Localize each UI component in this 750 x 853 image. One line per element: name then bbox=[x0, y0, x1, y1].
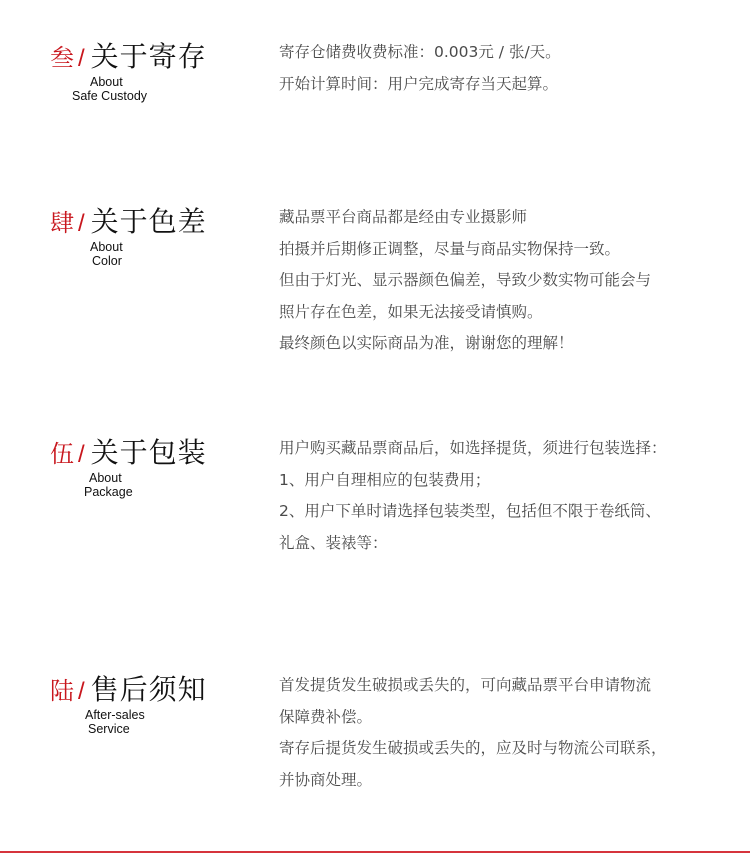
subtitle-line: After-sales bbox=[85, 708, 145, 722]
section-title: 关于寄存 bbox=[90, 40, 207, 73]
heading-slash: / bbox=[78, 678, 85, 705]
section-title: 关于色差 bbox=[90, 205, 207, 238]
section-heading bbox=[50, 670, 207, 710]
section-number: 伍 bbox=[50, 440, 74, 468]
body-line: 但由于灯光、显示器颜色偏差，导致少数实物可能会与 bbox=[279, 271, 652, 289]
subtitle-line: About bbox=[90, 75, 123, 89]
subtitle-line: Package bbox=[84, 485, 133, 499]
subtitle-line: About bbox=[90, 240, 123, 254]
section-number: 叁 bbox=[50, 44, 74, 72]
section-subtitle bbox=[72, 75, 147, 103]
section-body bbox=[279, 202, 719, 360]
section-body bbox=[279, 433, 719, 559]
section-heading bbox=[50, 433, 207, 473]
body-line: 最终颜色以实际商品为准，谢谢您的理解！ bbox=[279, 334, 574, 352]
body-line: 寄存仓储费收费标准：0.003元 / 张/天。 bbox=[279, 43, 561, 61]
subtitle-line: Safe Custody bbox=[72, 89, 148, 103]
body-line: 开始计算时间：用户完成寄存当天起算。 bbox=[279, 74, 559, 93]
section-number: 陆 bbox=[50, 677, 74, 705]
body-line: 照片存在色差，如果无法接受请慎购。 bbox=[279, 302, 543, 321]
section-body bbox=[279, 37, 719, 100]
heading-slash: / bbox=[78, 210, 85, 237]
section-heading bbox=[50, 37, 207, 77]
body-line: 保障费补偿。 bbox=[279, 707, 373, 726]
section-subtitle bbox=[90, 240, 123, 268]
section-heading bbox=[50, 202, 207, 242]
subtitle-line: Color bbox=[92, 254, 122, 268]
body-line: 拍摄并后期修正调整，尽量与商品实物保持一致。 bbox=[279, 239, 621, 258]
body-line: 1、用户自理相应的包装费用； bbox=[279, 470, 491, 489]
heading-slash: / bbox=[78, 441, 85, 468]
section-subtitle bbox=[85, 708, 145, 736]
body-line: 首发提货发生破损或丢失的，可向藏品票平台申请物流 bbox=[279, 676, 652, 694]
subtitle-line: Service bbox=[88, 722, 130, 736]
heading-slash: / bbox=[78, 45, 85, 72]
section-number: 肆 bbox=[50, 209, 74, 237]
body-line: 藏品票平台商品都是经由专业摄影师 bbox=[279, 208, 528, 226]
section-title: 售后须知 bbox=[90, 673, 207, 706]
section-subtitle bbox=[84, 471, 133, 499]
section-body bbox=[279, 670, 719, 796]
subtitle-line: About bbox=[89, 471, 122, 485]
body-line: 寄存后提货发生破损或丢失的，应及时与物流公司联系， bbox=[279, 739, 667, 757]
body-line: 礼盒、装裱等： bbox=[279, 533, 388, 552]
body-line: 并协商处理。 bbox=[279, 770, 373, 789]
body-line: 2、用户下单时请选择包装类型，包括但不限于卷纸筒、 bbox=[279, 502, 661, 520]
body-line: 用户购买藏品票商品后，如选择提货，须进行包装选择： bbox=[279, 439, 667, 457]
section-title: 关于包装 bbox=[90, 436, 207, 469]
